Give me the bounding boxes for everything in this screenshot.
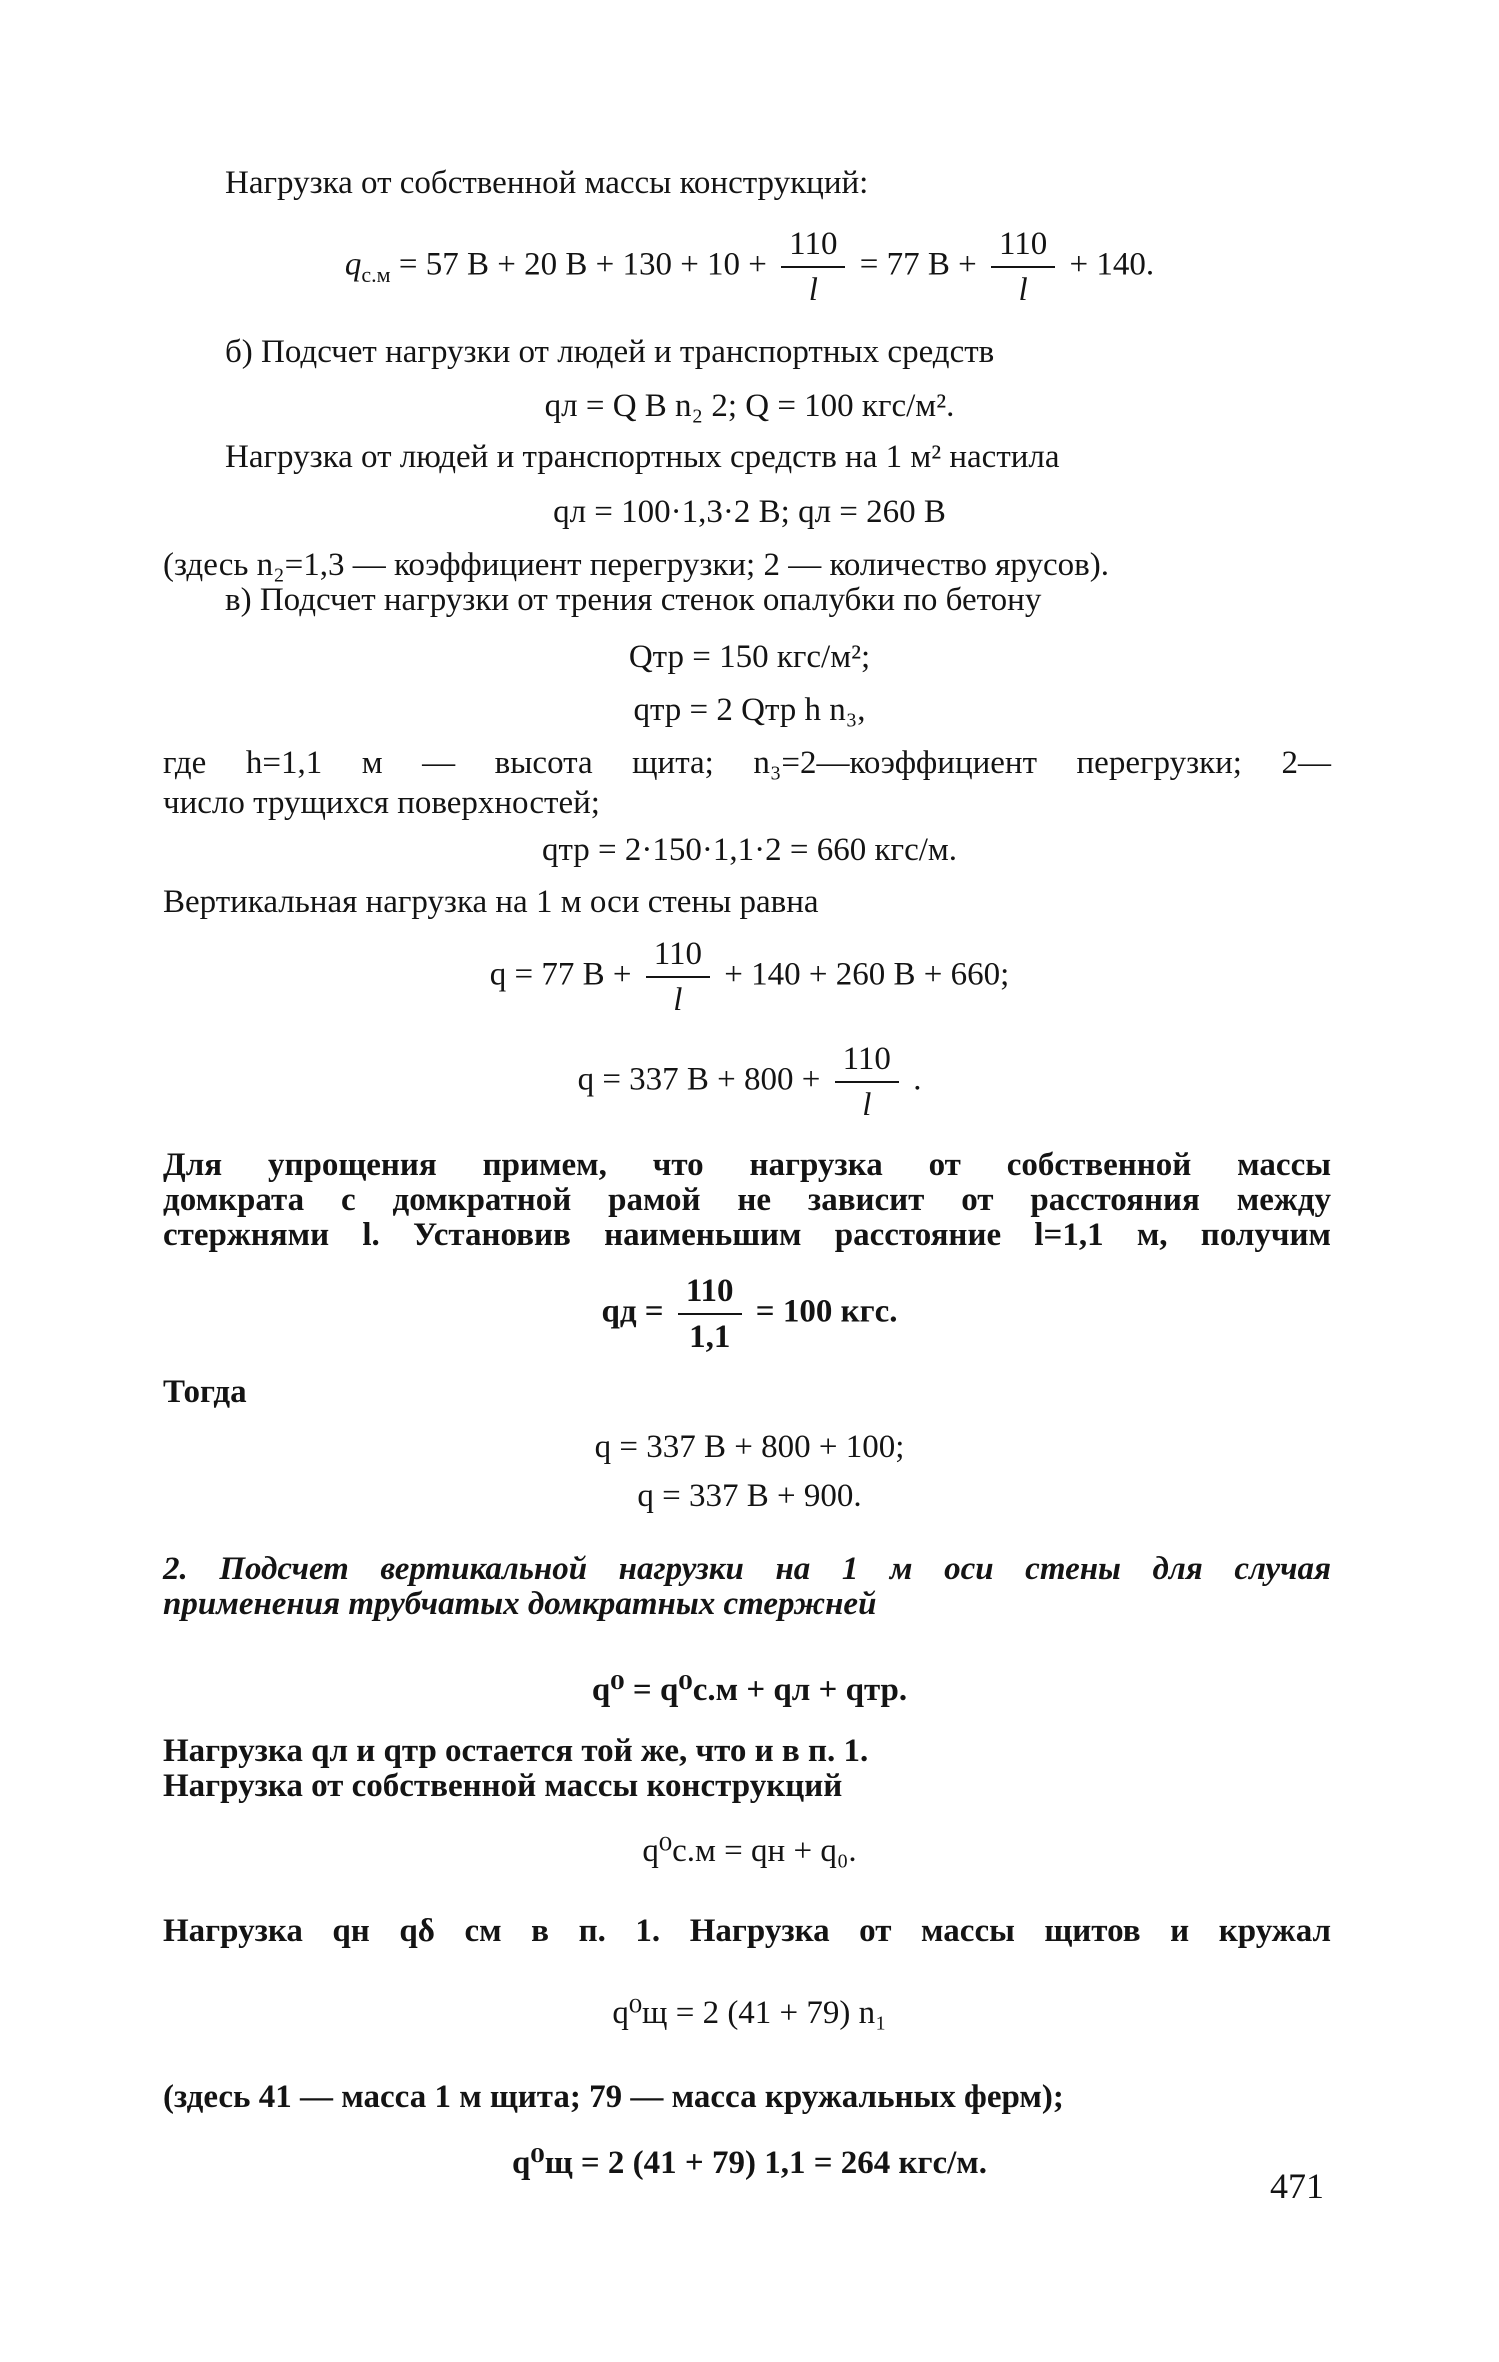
fraction-numerator: 110 [835, 1037, 899, 1083]
text-line: число трущихся поверхностей; [163, 785, 600, 821]
fraction [781, 222, 845, 312]
fraction-denominator: l [673, 982, 683, 1018]
formula: qл = Q B n₂ 2; Q = 100 кгс/м². [544, 388, 955, 424]
text-line: б) Подсчет нагрузки от людей и транспортных средств [225, 334, 995, 370]
formula: q⁰с.м = qн + q₀. [642, 1833, 857, 1869]
fraction [678, 1269, 742, 1359]
formula-vertical-load [0, 932, 1499, 1022]
formula-part: . [913, 1061, 922, 1098]
text-line: (здесь 41 — масса 1 м щита; 79 — масса кружальных ферм); [163, 2079, 1064, 2115]
text-line: Тогда [163, 1374, 247, 1410]
formula-subscript: с.м [361, 262, 391, 288]
formula-part: + 140 + 260 B + 660; [724, 956, 1010, 993]
fraction [835, 1037, 899, 1127]
formula: q = 337 B + 800 + 100; [594, 1429, 905, 1465]
fraction-numerator: 110 [678, 1269, 742, 1315]
fraction-denominator: 1,1 [689, 1319, 731, 1355]
formula-part: = 100 кгс. [755, 1293, 898, 1330]
text-line: Нагрузка от собственной массы конструкций [163, 1768, 843, 1804]
formula: q⁰щ = 2 (41 + 79) n₁ [612, 1995, 887, 2031]
fraction-denominator: l [1018, 272, 1028, 308]
text-line: Нагрузка от людей и транспортных средств на 1 м² настила [225, 439, 1060, 475]
text-line: Нагрузка qл и qтр остается той же, что и в п. 1. [163, 1733, 869, 1769]
formula-part: = 57 B + 20 B + 130 + 10 + [390, 246, 767, 283]
fraction-numerator: 110 [781, 222, 845, 268]
formula-part: = 77 B + [859, 246, 977, 283]
fraction [646, 932, 710, 1022]
text-line: Вертикальная нагрузка на 1 м оси стены равна [163, 884, 819, 920]
fraction-denominator: l [808, 272, 818, 308]
formula: qл = 100·1,3·2 B; qл = 260 B [553, 494, 946, 530]
section-heading: 2. Подсчет вертикальной нагрузки на 1 м оси стены для случая [163, 1551, 1331, 1587]
text-line: в) Подсчет нагрузки от трения стенок опалубки по бетону [225, 582, 1042, 618]
text-line: домкрата с домкратной рамой не зависит от расстояния между [163, 1182, 1331, 1218]
formula: q⁰ = q⁰с.м + qл + qтр. [591, 1672, 908, 1708]
formula: q = 337 B + 900. [637, 1478, 862, 1514]
formula-jack-load [0, 1269, 1499, 1359]
formula: Qтр = 150 кгс/м²; [628, 639, 871, 675]
formula: q⁰щ = 2 (41 + 79) 1,1 = 264 кгс/м. [511, 2145, 988, 2181]
formula-part: + 140. [1069, 246, 1155, 283]
fraction-numerator: 110 [646, 932, 710, 978]
formula-part: q = 337 B + 800 + [577, 1061, 821, 1098]
formula-part: qд = [601, 1293, 664, 1330]
text-line: Нагрузка от собственной массы конструкций: [225, 165, 869, 201]
fraction-numerator: 110 [991, 222, 1055, 268]
page-number: 471 [1270, 2166, 1324, 2206]
section-heading: применения трубчатых домкратных стержней [163, 1586, 877, 1622]
formula: qтр = 2·150·1,1·2 = 660 кгс/м. [541, 832, 958, 868]
formula-self-weight [0, 222, 1499, 312]
text-line: где h=1,1 м — высота щита; n₃=2—коэффициент перегрузки; 2— [163, 745, 1331, 781]
formula-part: q = 77 B + [489, 956, 632, 993]
text-line: Нагрузка qн qδ см в п. 1. Нагрузка от массы щитов и кружал [163, 1913, 1331, 1949]
fraction-denominator: l [862, 1087, 872, 1123]
text-line: стержнями l. Установив наименьшим расстояние l=1,1 м, получим [163, 1217, 1331, 1253]
fraction [991, 222, 1055, 312]
formula: qтр = 2 Qтр h n₃, [633, 692, 866, 728]
text-line: Для упрощения примем, что нагрузка от собственной массы [163, 1147, 1331, 1183]
formula-vertical-load-sum [0, 1037, 1499, 1127]
formula-part: q [344, 246, 362, 283]
text-line: (здесь n₂=1,3 — коэффициент перегрузки; 2 — количество ярусов). [163, 547, 1109, 583]
